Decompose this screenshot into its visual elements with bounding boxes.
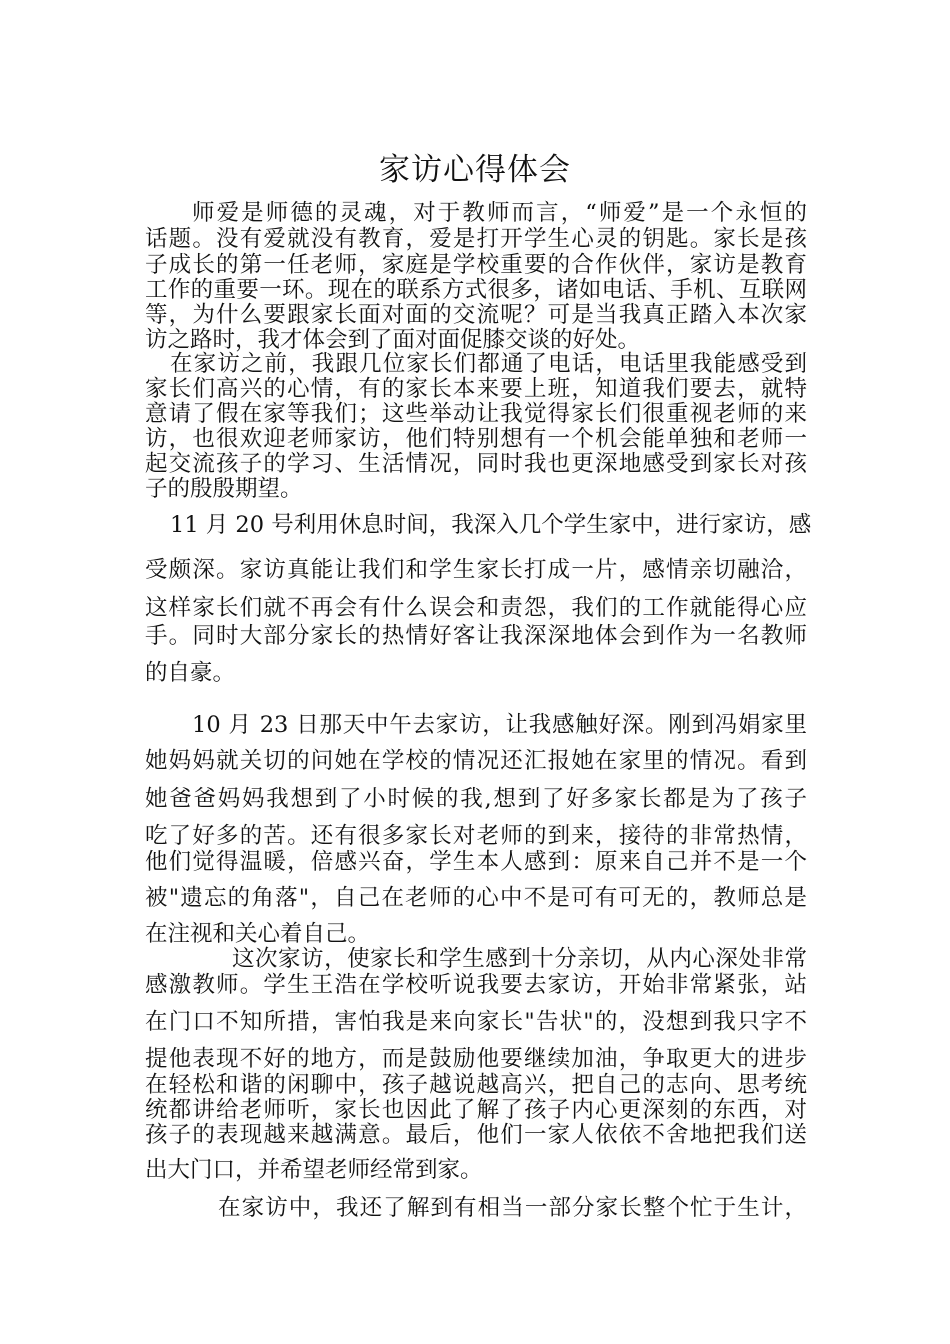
text-line: 他们觉得温暖，倍感兴奋，学生本人感到：原来自己并不是一个	[145, 849, 807, 875]
text-line: 感激教师。学生王浩在学校听说我要去家访，开始非常紧张，站	[145, 972, 807, 998]
text-line: 吃了好多的苦。还有很多家长对老师的到来，接待的非常热情，	[145, 823, 807, 849]
text-line: 在注视和关心着自己。	[145, 921, 371, 947]
text-line: 子成长的第一任老师，家庭是学校重要的合作伙伴，家访是教育	[145, 252, 807, 278]
text-line: 统都讲给老师听，家长也因此了解了孩子内心更深刻的东西，对	[145, 1097, 807, 1123]
text-line: 师爱是师德的灵魂，对于教师而言，“师爱”是一个永恒的	[192, 200, 807, 226]
text-line: 在家访之前，我跟几位家长们都通了电话，电话里我能感受到	[170, 351, 807, 377]
text-line: 出大门口，并希望老师经常到家。	[145, 1157, 483, 1183]
text-line: 受颇深。家访真能让我们和学生家长打成一片，感情亲切融洽，	[145, 557, 807, 583]
text-line: 这样家长们就不再会有什么误会和责怨，我们的工作就能得心应	[145, 595, 807, 621]
text-line: 起交流孩子的学习、生活情况，同时我也更深地感受到家长对孩	[145, 451, 807, 477]
text-line: 手。同时大部分家长的热情好客让我深深地体会到作为一名教师	[145, 623, 807, 649]
text-line: 10 月 23 日那天中午去家访，让我感触好深。刚到冯娟家里	[192, 712, 807, 738]
text-line: 在家访中，我还了解到有相当一部分家长整个忙于生计，	[218, 1195, 807, 1221]
document-title: 家访心得体会	[379, 152, 571, 188]
text-line: 意请了假在家等我们；这些举动让我觉得家长们很重视老师的来	[145, 401, 807, 427]
text-line: 11 月 20 号利用休息时间，我深入几个学生家中，进行家访，感	[170, 512, 812, 538]
text-line: 孩子的表现越来越满意。最后，他们一家人依依不舍地把我们送	[145, 1122, 807, 1148]
text-line: 这次家访，使家长和学生感到十分亲切，从内心深处非常	[232, 946, 807, 972]
text-line: 在门口不知所措，害怕我是来向家长"告状"的，没想到我只字不	[145, 1009, 807, 1035]
text-line: 家长们高兴的心情，有的家长本来要上班，知道我们要去，就特	[145, 376, 807, 402]
text-line: 工作的重要一环。现在的联系方式很多，诸如电话、手机、互联网	[145, 277, 807, 303]
text-line: 提他表现不好的地方，而是鼓励他要继续加油，争取更大的进步	[145, 1046, 807, 1072]
text-line: 被"遗忘的角落"，自己在老师的心中不是可有可无的，教师总是	[145, 885, 807, 911]
text-line: 子的殷殷期望。	[145, 476, 303, 502]
text-line: 的自豪。	[145, 660, 236, 686]
text-line: 话题。没有爱就没有教育，爱是打开学生心灵的钥匙。家长是孩	[145, 226, 807, 252]
text-line: 访之路时，我才体会到了面对面促膝交谈的好处。	[145, 327, 641, 353]
text-line: 她爸爸妈妈我想到了小时候的我,想到了好多家长都是为了孩子	[145, 786, 807, 812]
text-line: 访，也很欢迎老师家访，他们特别想有一个机会能单独和老师一	[145, 426, 807, 452]
text-line: 等，为什么要跟家长面对面的交流呢？可是当我真正踏入本次家	[145, 302, 807, 328]
text-line: 在轻松和谐的闲聊中，孩子越说越高兴，把自己的志向、思考统	[145, 1072, 807, 1098]
text-line: 她妈妈就关切的问她在学校的情况还汇报她在家里的情况。看到	[145, 748, 807, 774]
